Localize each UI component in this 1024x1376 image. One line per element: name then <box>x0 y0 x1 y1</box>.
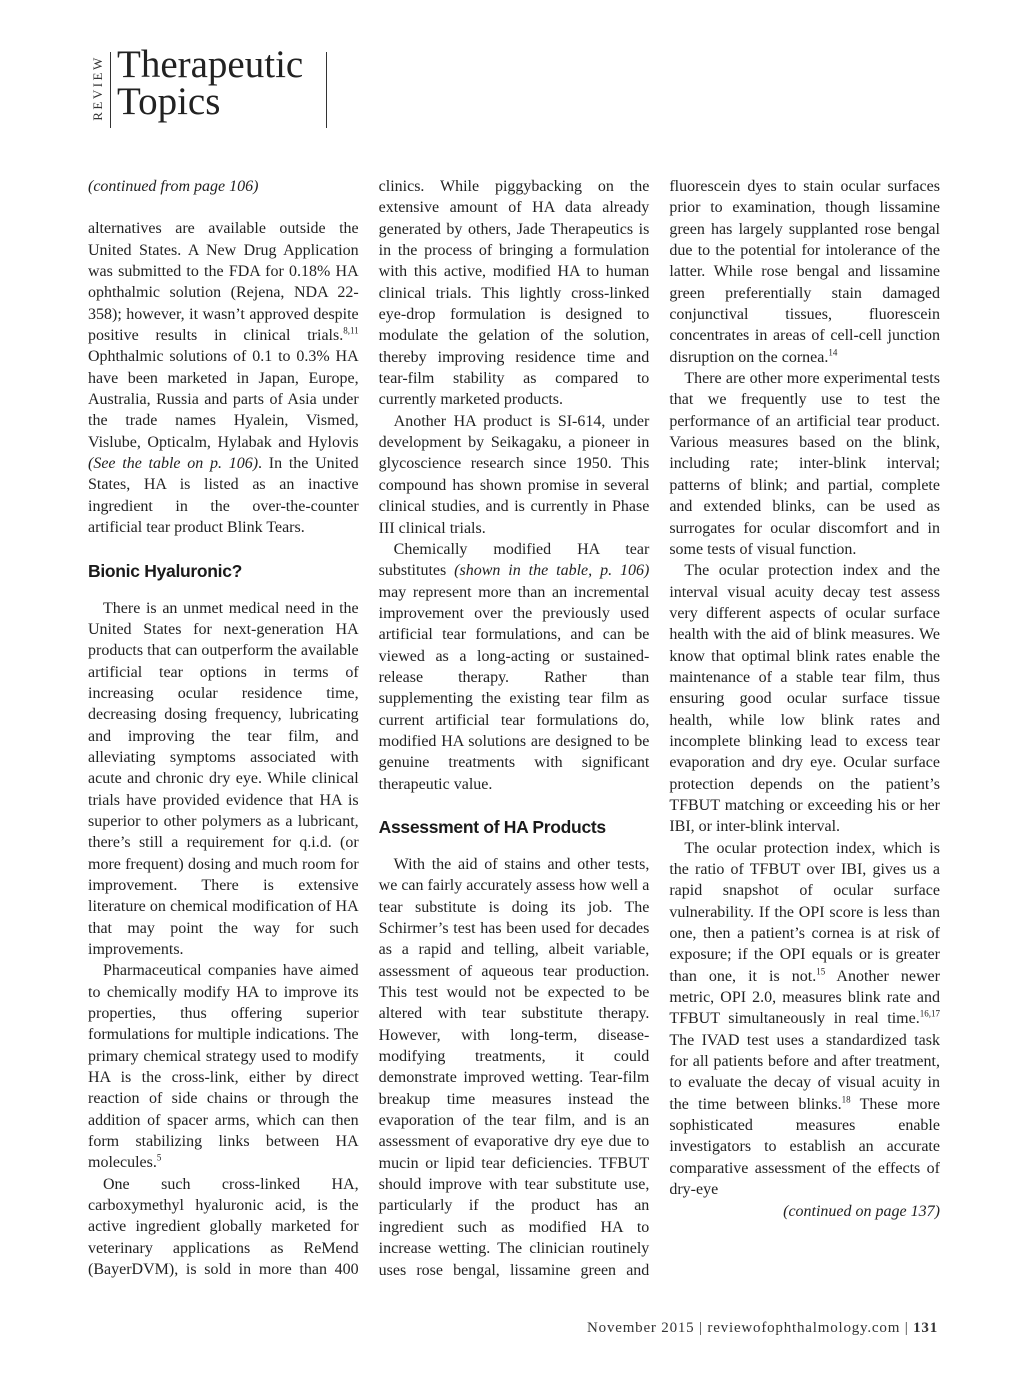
paragraph-text: The ocular protection index and the interval visual acuity decay test assess very different aspects of ocular surface health with the aid of blink measures. We know that optimal blink rates enable the maintenance of a stable tear film, thus ensuring good ocular surface tissue health, while low blink rates and incomplete blinking lead to excess tear evaporation and dry eye. Ocular surface protection depends on the patient’s TFBUT matching or exceeding his or her IBI, or inter-blink interval. <box>669 562 940 836</box>
separator: | <box>699 1320 703 1336</box>
section-heading: Assessment of HA Products <box>378 816 606 837</box>
section-heading: Bionic Hyaluronic? <box>88 560 243 581</box>
page-number: 131 <box>913 1320 938 1336</box>
paragraph-text: alternatives are available outside the United States. A New Drug Application was submitted to the FDA for 0.18% HA ophthalmic solution (Rejena, NDA 22-358); however, it wasn’t approved despite positive results in clinical trials. <box>88 220 359 345</box>
section-title <box>117 43 304 123</box>
italic-reference: (See the table on p. 106) <box>88 455 259 473</box>
paragraph-text: Chemically modified HA tear substitutes <box>378 540 650 580</box>
paragraph-text: The IVAD test uses a standardized task for all patients before and after treatment, to evaluate the decay of visual acuity in the time between blinks. <box>669 1031 940 1113</box>
paragraph-text: There is an unmet medical need in the United States for next-generation HA products that can outperform the available artificial tear options in terms of increasing ocular residence time, decreasing dosing frequency, lubricating and improving the tear film, and alleviating symptoms associated with acute and chronic dry eye. While clinical trials have provided evidence that HA is superior to other polymers as a lubricant, there’s still a requirement for q.i.d. (or more frequent) dosing and much room for improvement. There is extensive literature on chemical modification of HA that may point the way for such improvements. <box>88 599 359 958</box>
article-body <box>88 176 940 1286</box>
website-link[interactable]: reviewofophthalmology.com <box>707 1320 901 1336</box>
continued-from-note: (continued from page 106) <box>88 178 259 195</box>
paragraph-text: . In the United States, HA is listed as an inactive ingredient in the over-the-counter artificial tear product Blink Tears. <box>88 455 359 537</box>
citation-superscript: 16,17 <box>919 1009 940 1020</box>
citation-superscript: 15 <box>816 966 826 977</box>
paragraph-text: With the aid of stains and other tests, we can fairly accurately assess how well a tear substitute is doing its job. The Schirmer’s test has been used for decades as a rapid and telling, albeit variable, assessment of aqueous tear production. This test would not be expected to be altered with tear substitute therapy. However, with long-term, disease-modifying treatments, it could demonstrate improved wetting. Tear-film breakup time measures instead the evaporation of the tear film, and is an assessment of evaporative dry eye due to mucin or lipid tear deficiencies. TFBUT should improve with tear substitute use, particularly if the product has an ingredient such as modified HA to increase wetting. The clinician routinely uses rose bengal, lissamine green and fluorescein dyes to stain ocular surfaces prior to examination, though lissamine green has largely supplanted rose bengal due to the potential for intolerance of the latter. While rose bengal and lissamine green preferentially stain damaged conjunctival tissues, fluorescein concentrates in areas of cell-cell junction disruption on the cornea. <box>378 178 940 1279</box>
body-paragraph <box>379 411 650 539</box>
citation-superscript: 8,11 <box>343 325 359 336</box>
divider <box>110 52 111 128</box>
title-line: Therapeutic <box>117 43 304 86</box>
paragraph-text: Ophthalmic solutions of 0.1 to 0.3% HA have been marketed in Japan, Europe, Australia, Russia and parts of Asia under the trade names Hyalein, Vismed, Vislube, Opticalm, Hylabak and Hylovis <box>88 348 359 451</box>
body-paragraph <box>88 960 359 1173</box>
body-paragraph <box>88 218 359 538</box>
paragraph-text: Pharmaceutical companies have aimed to chemically modify HA to improve its properties, thus offering superior formulations for multiple indications. The primary chemical strategy used to modify HA is the cross-link, either by direct reaction of side chains or through the addition of spacer arms, which can then form stabilizing links between HA molecules. <box>88 962 359 1172</box>
divider <box>326 52 327 128</box>
citation-superscript: 14 <box>828 347 838 358</box>
paragraph-text: These more sophisticated measures enable investigators to establish an accurate comparative assessment of the effects of dry-eye <box>669 1095 940 1199</box>
body-paragraph <box>669 368 940 560</box>
separator: | <box>904 1320 909 1336</box>
continued-on-note: (continued on page 137) <box>783 1202 940 1220</box>
paragraph-text: may represent more than an incremental improvement over the previously used artificial tear formulations, and can be viewed as a long-acting or sustained-release therapy. Rather than supplementing the existing tear film as current artificial tear formulations do, modified HA solutions are designed to be genuine treatments with significant therapeutic value. <box>378 583 650 793</box>
issue-date: November 2015 <box>587 1320 695 1336</box>
page-footer <box>587 1320 938 1337</box>
body-paragraph <box>669 560 940 837</box>
body-paragraph <box>379 539 650 795</box>
paragraph-text: The ocular protection index, which is the ratio of TFBUT over IBI, gives us a rapid snapshot of ocular surface vulnerability. If the OPI score is less than one, then a patient’s cornea is at risk of exposure; if the OPI equals or is greater than one, it is not. <box>669 839 940 985</box>
paragraph-text: There are other more experimental tests that we frequently use to test the performance of an artificial tear product. Various measures based on the blink, including rate; inter-blink interval; patterns of blink; and partial, complete and extended blinks, can be used as surrogates for ocular discomfort and in some tests of visual function. <box>669 370 940 558</box>
section-label: REVIEW <box>90 55 105 121</box>
paragraph-text: Another newer metric, OPI 2.0, measures blink rate and TFBUT simultaneously in real time. <box>669 967 940 1028</box>
citation-superscript: 18 <box>841 1094 851 1105</box>
paragraph-text: One such cross-linked HA, carboxymethyl hyaluronic acid, is the active ingredient globally marketed for veterinary applications as ReMend (BayerDVM), is sold in more than 400 clinics. While piggybacking on the extensive amount of HA data already generated by others, Jade Therapeutics is in the process of bringing a formulation with this active, modified HA to human clinical trials. This lightly cross-linked eye-drop formulation is designed to modulate the gelation of the solution, thereby improving residence time and tear-film stability as compared to currently marketed products. <box>88 178 650 1279</box>
paragraph-text: Another HA product is SI-614, under development by Seikagaku, a pioneer in glycoscience research since 1950. This compound has shown promise in several clinical studies, and is currently in Phase III clinical trials. <box>378 412 650 537</box>
body-paragraph <box>88 598 359 961</box>
italic-reference: (shown in the table, p. 106) <box>454 562 650 580</box>
body-paragraph <box>669 838 940 1201</box>
title-line: Topics <box>117 80 221 123</box>
citation-superscript: 5 <box>156 1153 162 1164</box>
